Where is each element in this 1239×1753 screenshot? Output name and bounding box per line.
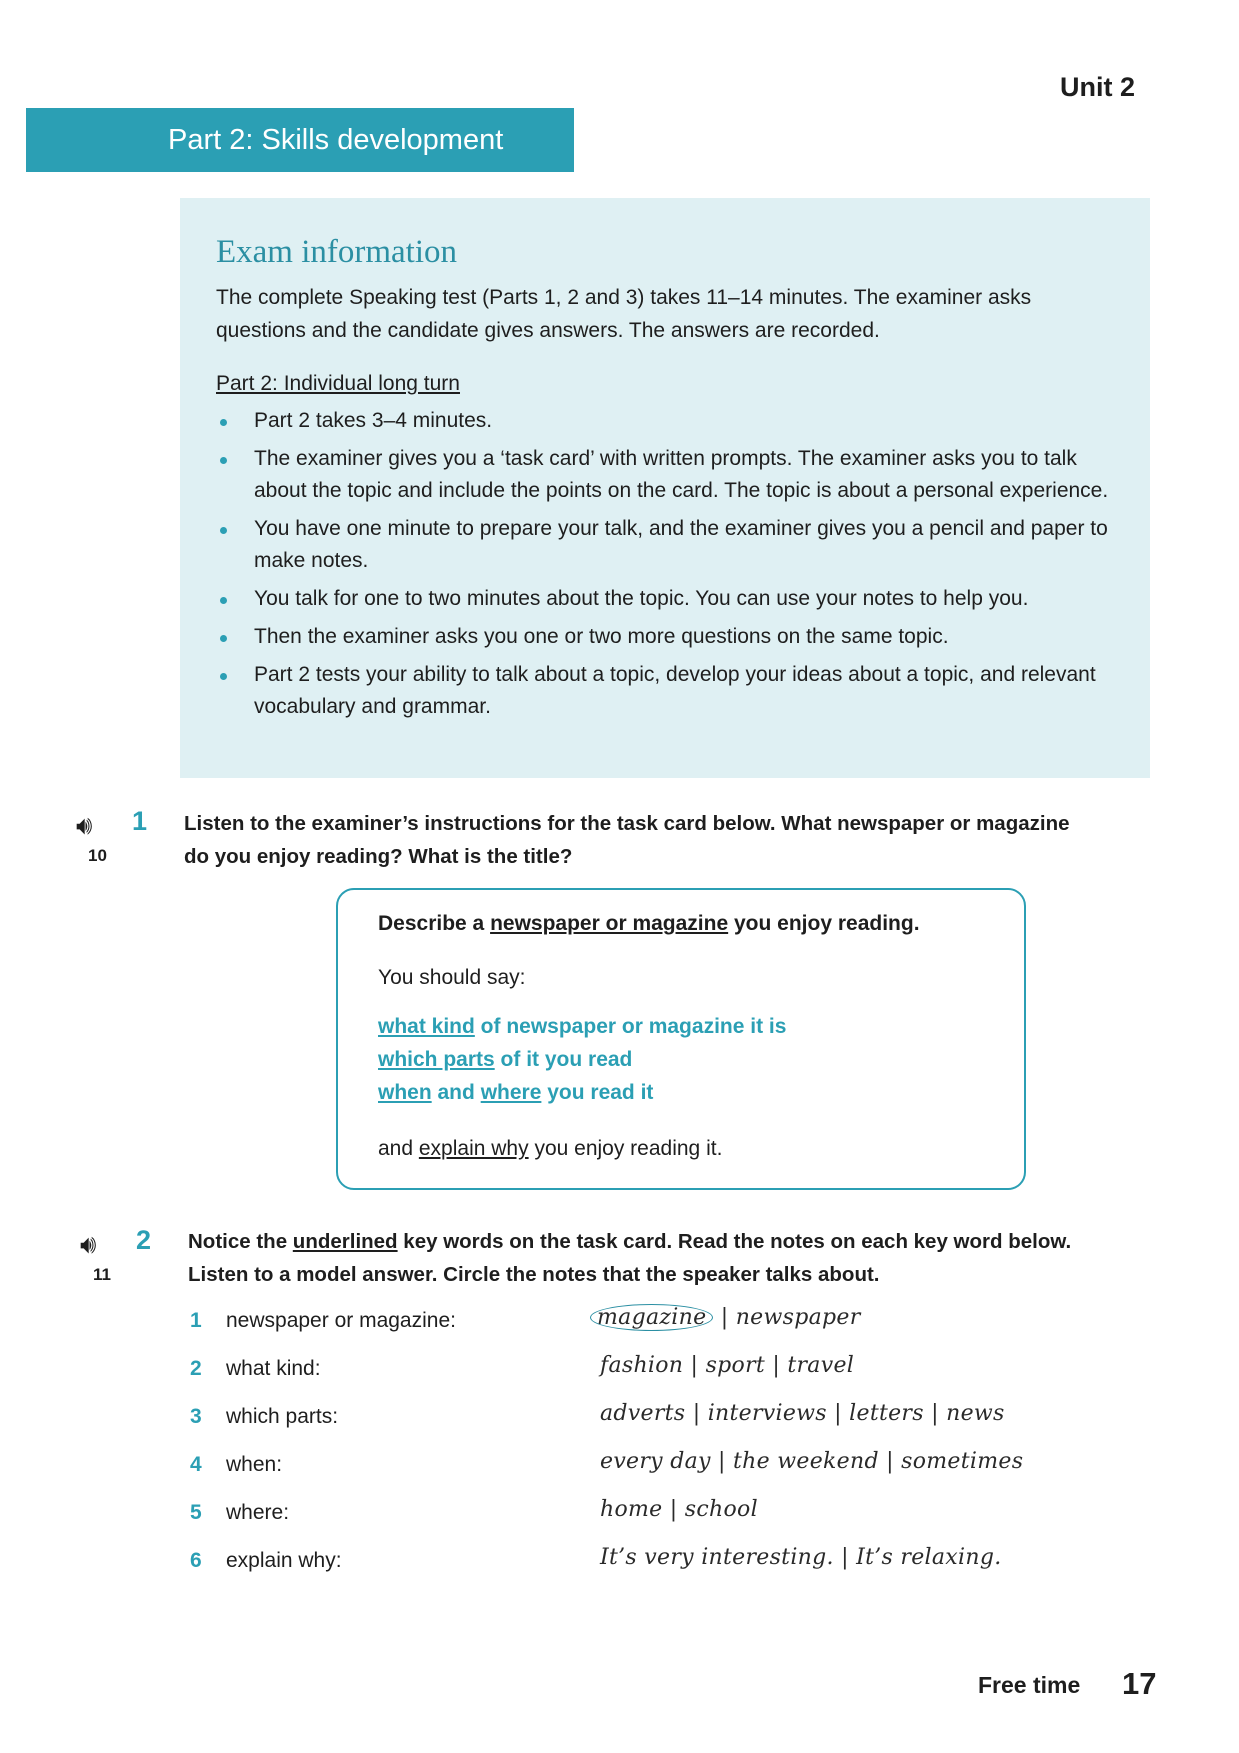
key-word: which parts: [378, 1048, 495, 1071]
circled-note: magazine: [590, 1304, 713, 1331]
instruction-line: [188, 1225, 1188, 1258]
row-label: which parts:: [226, 1405, 339, 1428]
exercise-1-instruction: [184, 807, 1184, 873]
key-word: what kind: [378, 1015, 475, 1038]
row-label: where:: [226, 1501, 290, 1524]
prompt-text: of newspaper or magazine it is: [474, 1015, 787, 1038]
key-word: where: [480, 1081, 542, 1104]
instruction-line: do you enjoy reading? What is the title?: [184, 845, 573, 868]
row-number: 1: [190, 1309, 202, 1332]
instruction-text: key words on the task card. Read the notes on each key word below.: [397, 1230, 1072, 1253]
exam-info-title: Exam information: [216, 234, 458, 270]
row-notes: adverts | interviews | letters | news: [600, 1401, 1005, 1426]
heading-text: Describe a: [378, 912, 491, 935]
instruction-line: Listen to a model answer. Circle the notes that the speaker talks about.: [188, 1263, 880, 1286]
row-label: explain why:: [226, 1549, 342, 1572]
exercise-2-instruction: [188, 1225, 1188, 1291]
prompt-line: [378, 1076, 1024, 1109]
prompt-line: [378, 1010, 1024, 1043]
row-notes: fashion | sport | travel: [600, 1353, 855, 1378]
task-card: [336, 888, 1026, 1190]
bullet-item: You have one minute to prepare your talk, and the examiner gives you a pencil and paper to make notes.: [216, 513, 1116, 577]
explain-text: and: [378, 1137, 419, 1160]
prompt-line: [378, 1043, 1024, 1076]
exercise-number: 2: [136, 1225, 152, 1255]
prompt-text: and: [431, 1081, 481, 1104]
bullet-item: The examiner gives you a ‘task card’ with written prompts. The examiner asks you to talk about the topic and include the points on the card. The topic is about a personal experience.: [216, 443, 1116, 507]
task-card-heading: [378, 912, 1024, 936]
footer-section: Free time: [978, 1672, 1081, 1698]
task-card-explain: [378, 1137, 1024, 1161]
row-notes: every day | the weekend | sometimes: [600, 1449, 1024, 1474]
row-number: 5: [190, 1501, 202, 1524]
instruction-text: Notice the: [188, 1230, 293, 1253]
exercise-number: 1: [132, 806, 148, 836]
bullet-item: Then the examiner asks you one or two more questions on the same topic.: [216, 621, 1116, 653]
row-label: newspaper or magazine:: [226, 1309, 456, 1332]
audio-track-number: 11: [93, 1265, 111, 1284]
exam-info-subhead: Part 2: Individual long turn: [216, 372, 460, 395]
key-word: explain why: [418, 1137, 529, 1160]
bullet-item: Part 2 tests your ability to talk about a topic, develop your ideas about a topic, and relevant vocabulary and grammar.: [216, 659, 1116, 723]
explain-text: you enjoy reading it.: [528, 1137, 723, 1160]
audio-track-number: 10: [88, 846, 107, 865]
bullet-item: Part 2 takes 3–4 minutes.: [216, 405, 1116, 437]
bullet-item: You talk for one to two minutes about the topic. You can use your notes to help you.: [216, 583, 1116, 615]
note-options: | newspaper: [720, 1305, 861, 1330]
key-word: when: [378, 1081, 432, 1104]
row-number: 3: [190, 1405, 202, 1428]
prompt-text: you read it: [541, 1081, 654, 1104]
row-label: what kind:: [226, 1357, 321, 1380]
page-number: 17: [1122, 1666, 1157, 1701]
exam-info-bullets: [216, 405, 1116, 723]
key-word: underlined: [292, 1230, 398, 1253]
row-number: 2: [190, 1357, 202, 1380]
prompt-text: of it you read: [494, 1048, 633, 1071]
task-card-prompts: [378, 1010, 1024, 1109]
key-word: newspaper or magazine: [490, 912, 729, 935]
exam-info-box: [180, 198, 1150, 778]
instruction-line: Listen to the examiner’s instructions for the task card below. What newspaper or magazine: [184, 812, 1070, 835]
row-number: 6: [190, 1549, 202, 1572]
row-notes: home | school: [600, 1497, 758, 1522]
exam-info-intro: The complete Speaking test (Parts 1, 2 and 3) takes 11–14 minutes. The examiner asks questions and the candidate gives answers. The answers are recorded.: [216, 286, 1032, 342]
task-card-should-say: You should say:: [378, 966, 526, 989]
speaker-icon[interactable]: 🔊︎: [80, 1229, 97, 1259]
heading-text: you enjoy reading.: [728, 912, 920, 935]
row-notes: [590, 1305, 861, 1330]
row-label: when:: [226, 1453, 283, 1476]
speaker-icon[interactable]: 🔊︎: [76, 810, 93, 840]
unit-label: Unit 2: [1060, 72, 1136, 102]
section-banner: Part 2: Skills development: [26, 108, 574, 172]
row-notes: It’s very interesting. | It’s relaxing.: [600, 1545, 1002, 1570]
row-number: 4: [190, 1453, 202, 1476]
